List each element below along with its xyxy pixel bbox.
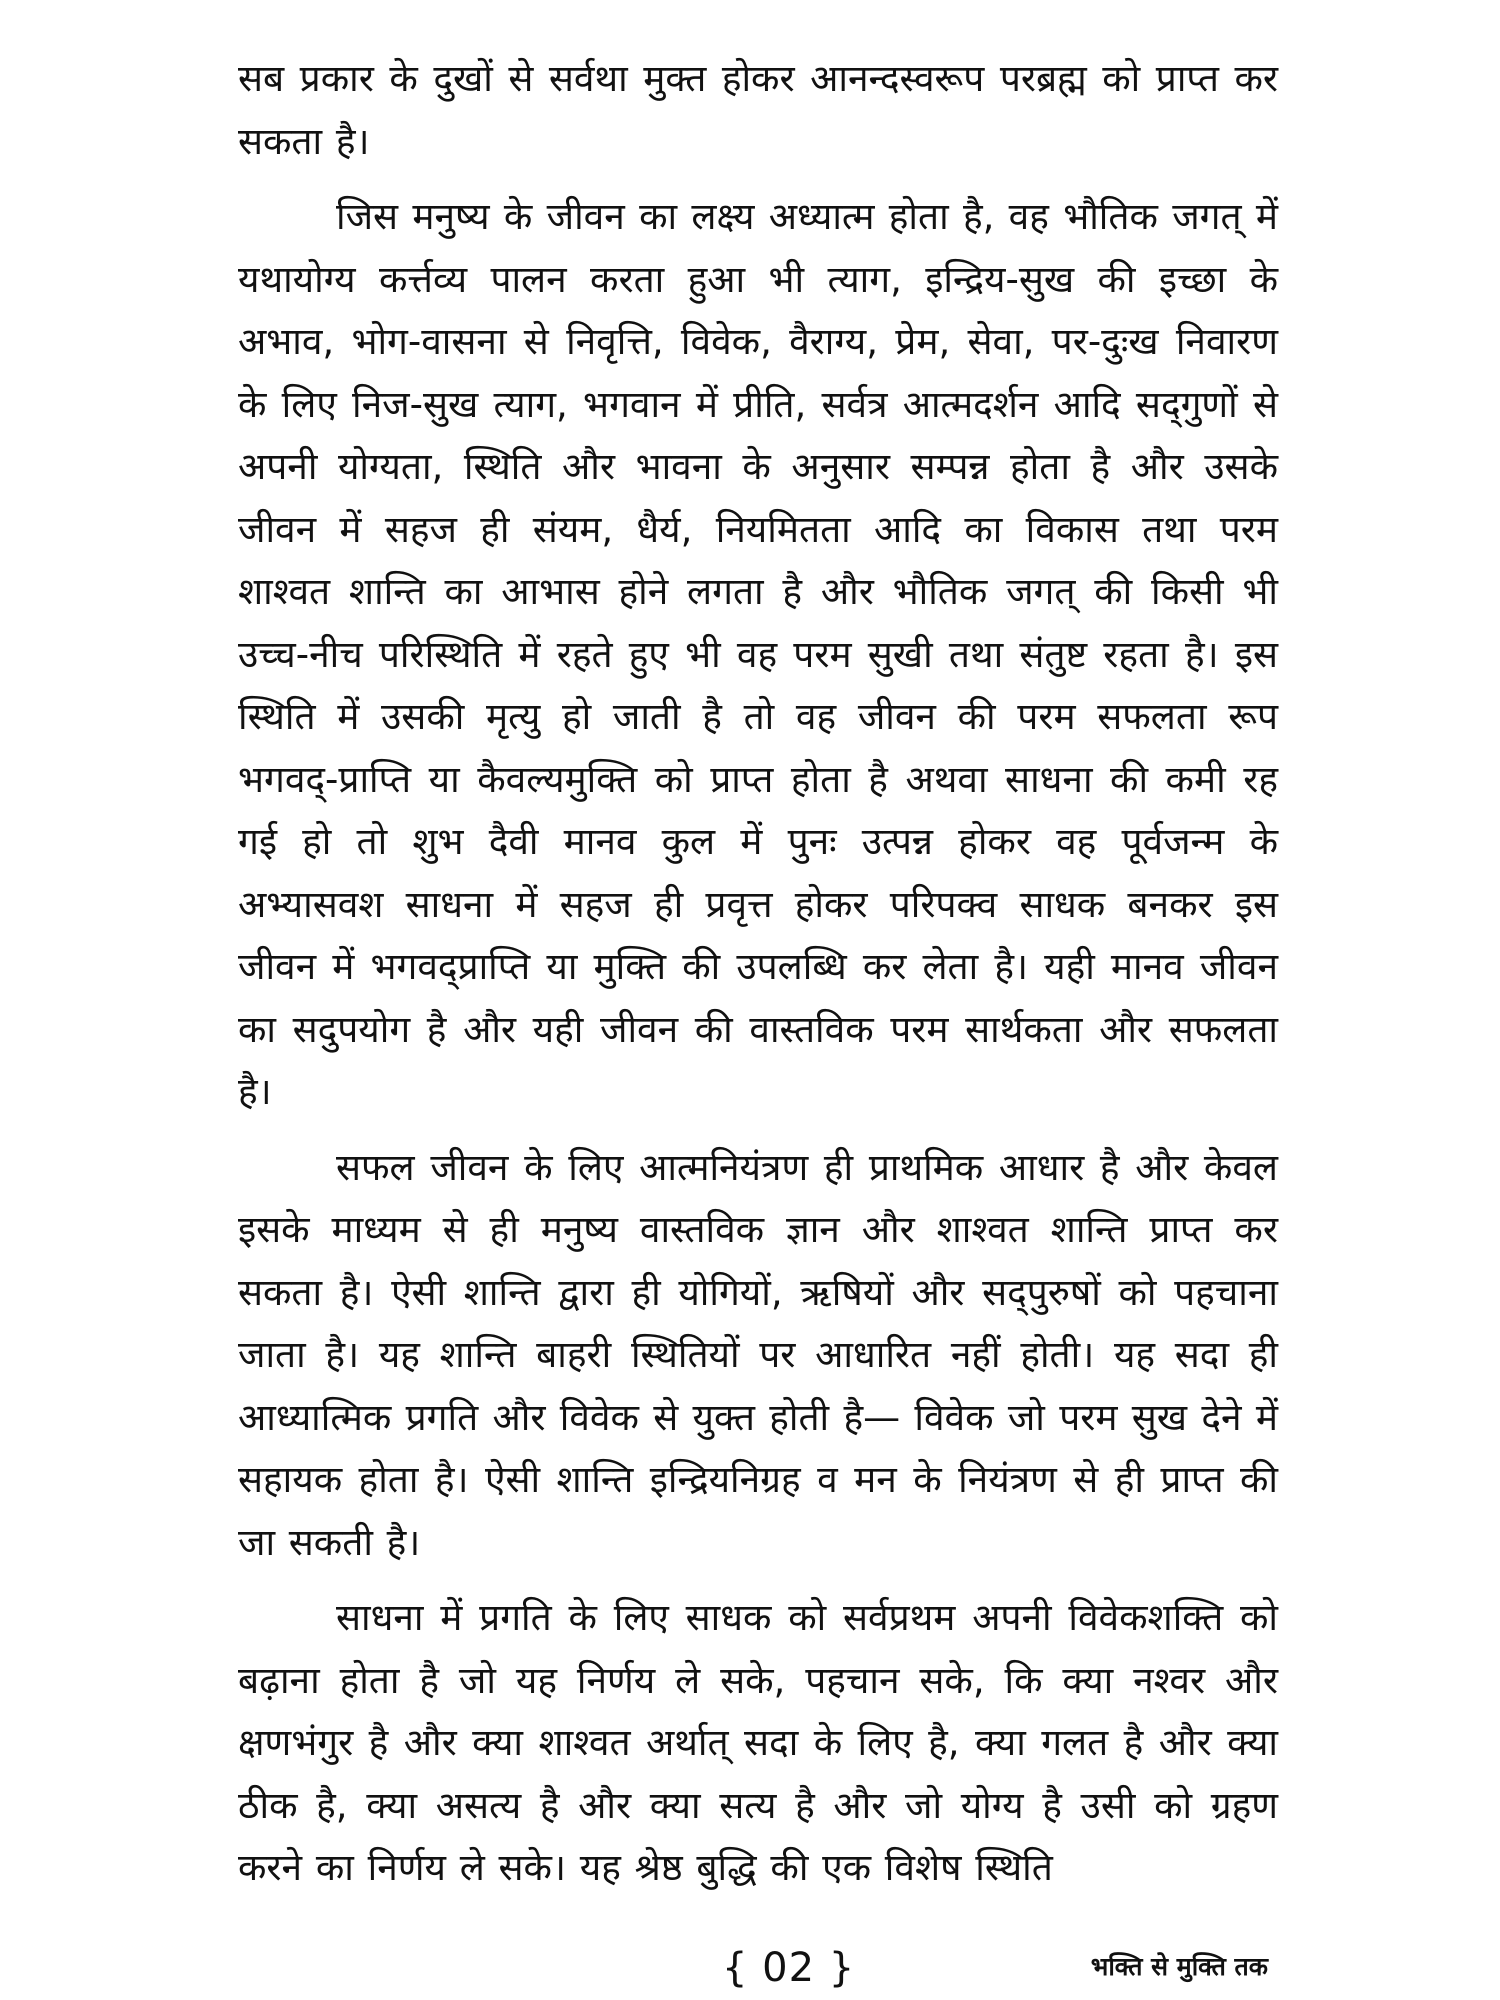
page-body [238,48,1278,1913]
paragraph-spiritual-life: जिस मनुष्य के जीवन का लक्ष्य अध्यात्म होता है, वह भौतिक जगत् में यथायोग्य कर्त्तव्य पालन करता हुआ भी त्याग, इन्द्रिय-सुख की इच्छा के अभाव, भोग-वासना से निवृत्ति, विवेक, वैराग्य, प्रेम, सेवा, पर-दुःख निवारण के लिए निज-सुख त्याग, भगवान में प्रीति, सर्वत्र आत्मदर्शन आदि सद्‌गुणों से अपनी योग्यता, स्थिति और भावना के अनुसार सम्पन्न होता है और उसके जीवन में सहज ही संयम, धैर्य, नियमितता आदि का विकास तथा परम शाश्वत शान्ति का आभास होने लगता है और भौतिक जगत् की किसी भी उच्च-नीच परिस्थिति में रहते हुए भी वह परम सुखी तथा संतुष्ट रहता है। इस स्थिति में उसकी मृत्यु हो जाती है तो वह जीवन की परम सफलता रूप भगवद्-प्राप्ति या कैवल्यमुक्ति को प्राप्त होता है अथवा साधना की कमी रह गई हो तो शुभ दैवी मानव कुल में पुनः उत्पन्न होकर वह पूर्वजन्म के अभ्यासवश साधना में सहज ही प्रवृत्त होकर परिपक्व साधक बनकर इस जीवन में भगवद्प्राप्ति या मुक्ति की उपलब्धि कर लेता है। यही मानव जीवन का सदुपयोग है और यही जीवन की वास्तविक परम सार्थकता और सफलता है। [238,195,1278,1113]
page-number: { 02 } [722,1945,856,1991]
paragraph-discernment: साधना में प्रगति के लिए साधक को सर्वप्रथम अपनी विवेकशक्ति को बढ़ाना होता है जो यह निर्णय ले सके, पहचान सके, कि क्या नश्वर और क्षणभंगुर है और क्या शाश्वत अर्थात् सदा के लिए है, क्या गलत है और क्या ठीक है, क्या असत्य है और क्या सत्य है और जो योग्य है उसी को ग्रहण करने का निर्णय ले सके। यह श्रेष्ठ बुद्धि की एक विशेष स्थिति [238,1596,1278,1889]
paragraph-self-control: सफल जीवन के लिए आत्मनियंत्रण ही प्राथमिक आधार है और केवल इसके माध्यम से ही मनुष्य वास्तविक ज्ञान और शाश्वत शान्ति प्राप्त कर सकता है। ऐसी शान्ति द्वारा ही योगियों, ऋषियों और सद्‌पुरुषों को पहचाना जाता है। यह शान्ति बाहरी स्थितियों पर आधारित नहीं होती। यह सदा ही आध्यात्मिक प्रगति और विवेक से युक्त होती है— विवेक जो परम सुख देने में सहायक होता है। ऐसी शान्ति इन्द्रियनिग्रह व मन के नियंत्रण से ही प्राप्त की जा सकती है। [238,1145,1278,1564]
paragraph-continuation: सब प्रकार के दुखों से सर्वथा मुक्त होकर आनन्दस्वरूप परब्रह्म को प्राप्त कर सकता है। [238,57,1278,163]
running-footer-title: भक्ति से मुक्ति तक [1090,1952,1268,1981]
